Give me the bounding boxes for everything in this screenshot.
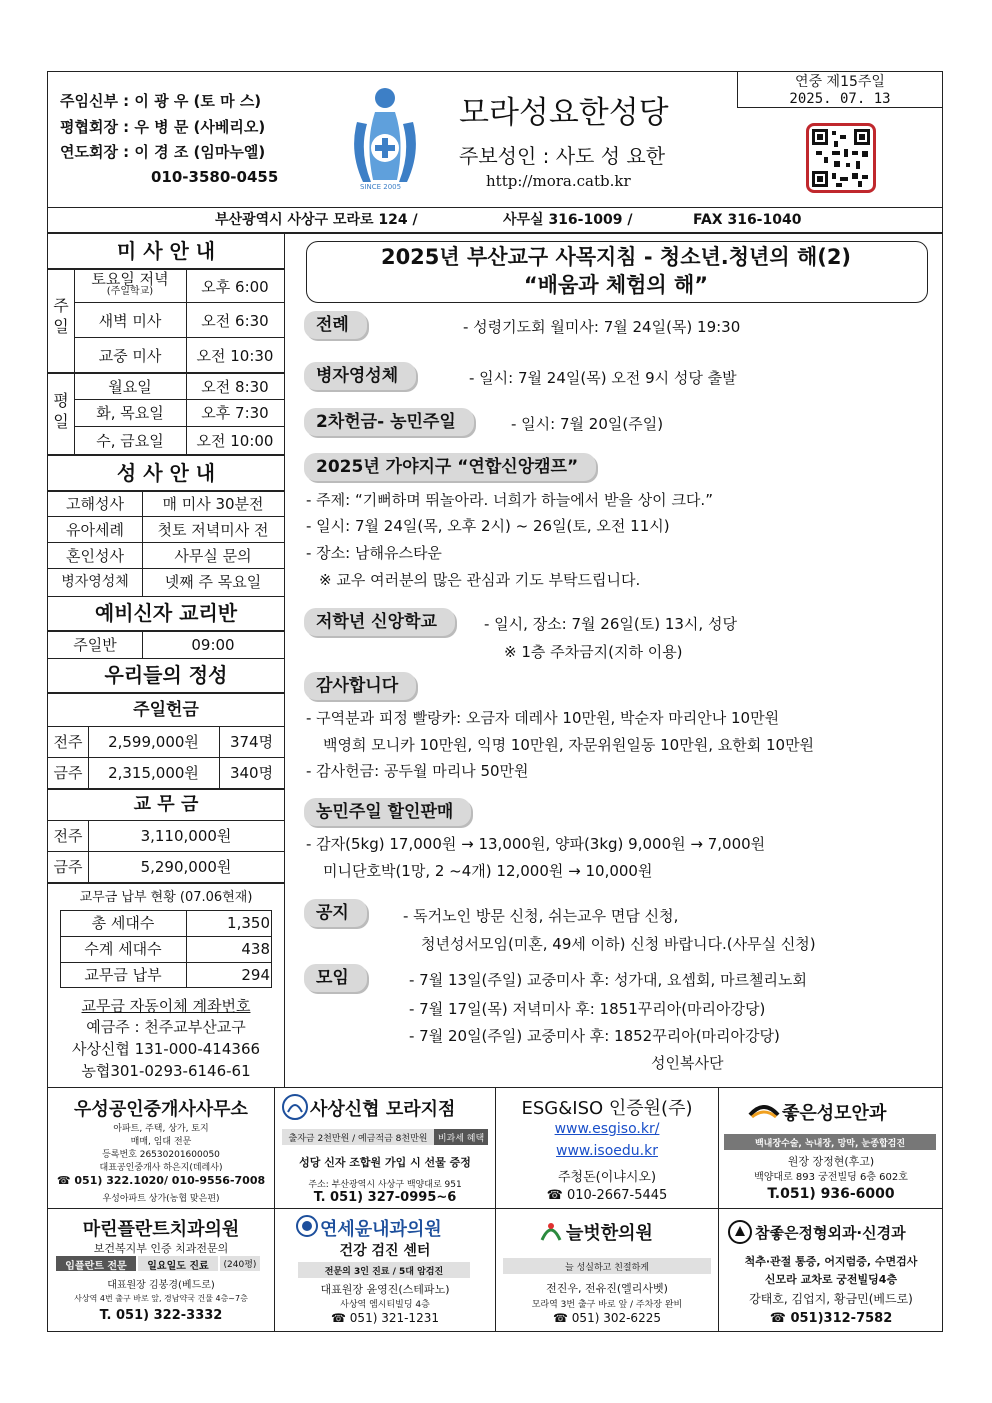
catechumen-time: 09:00	[191, 636, 235, 654]
headline-line-2: “배움과 체험의 해”	[523, 273, 709, 297]
account-holder: 예금주 : 천주교부산교구	[86, 1018, 246, 1036]
dues-label: 전주	[53, 827, 83, 845]
ad-dental-size: (240평)	[223, 1260, 257, 1270]
yeondo-phone: 010-3580-0455	[151, 168, 279, 186]
eye-clinic-logo-icon	[748, 1099, 780, 1123]
dues-status-value: 438	[241, 940, 270, 958]
sacrament-name: 유아세례	[66, 521, 124, 539]
ad-orthopedic-title: 참좋은정형외과·신경과	[755, 1224, 906, 1242]
ad-realestate-title: 우성공인중개사사무소	[74, 1099, 248, 1120]
offering-label: 금주	[53, 764, 83, 782]
thanks-line: 백영희 모니카 10만원, 익명 10만원, 자문위원일동 10만원, 요한회 10만원	[323, 736, 815, 754]
ad-internal-medicine-center: 건강 검진 센터	[339, 1243, 431, 1259]
ad-credit-union-line: 출자금 2천만원 / 예금적금 8천만원	[288, 1134, 428, 1144]
orthopedic-logo-icon	[728, 1220, 752, 1244]
bulletin-date: 2025. 07. 13	[789, 91, 891, 107]
collection-label: 2차헌금- 농민주일	[304, 408, 474, 436]
thanks-line: - 감사헌금: 공두월 마리나 50만원	[306, 762, 529, 780]
school-text: - 일시, 장소: 7월 26일(토) 13시, 성당	[484, 615, 737, 633]
sunday-mass-time: 오후 6:00	[201, 278, 269, 296]
weekday-mass-time: 오전 8:30	[201, 378, 269, 396]
ad-realestate-line: 아파트, 주택, 상가, 토지	[113, 1124, 209, 1134]
ad-dental-address: 사상역 4번 출구 바로 앞, 경남약국 건물 4층~7층	[74, 1294, 248, 1303]
ad-iso-phone: ☎ 010-2667-5445	[546, 1188, 668, 1203]
camp-note: ※ 교우 여러분의 많은 관심과 기도 부탁드립니다.	[319, 571, 641, 589]
ad-orthopedic-address: 신모라 교차로 궁전빌딩4층	[764, 1273, 898, 1286]
ad-iso-title: ESG&ISO 인증원(주)	[521, 1098, 693, 1119]
catechumen-class: 주일반	[73, 636, 117, 654]
ad-dental-director: 대표원장 김봉경(베드로)	[107, 1280, 215, 1291]
liturgical-week: 연중 제15주일	[795, 74, 885, 90]
ad-dental-title: 마린플란트치과의원	[82, 1219, 240, 1240]
thanks-line: - 구역분과 피정 빨랑카: 오금자 데레사 10만원, 박순자 마리안나 10만원	[306, 709, 780, 727]
ad-eye-clinic-doctor: 원장 장정현(후고)	[787, 1155, 875, 1168]
sunday-mass-name: 토요일 저녁	[91, 270, 169, 288]
credit-union-logo-icon	[282, 1094, 308, 1120]
meeting-line: - 7월 13일(주일) 교중미사 후: 성가대, 요셉회, 마르첼리노회	[409, 971, 808, 989]
sunday-offering-title: 주일헌금	[133, 700, 199, 720]
priest-line: 주임신부 : 이 광 우 (토 마 스)	[60, 92, 262, 110]
ad-eye-clinic-address: 백양대로 893 궁전빌딩 6층 602호	[754, 1172, 908, 1183]
dues-status-label: 총 세대수	[91, 914, 155, 932]
sacrament-name: 고해성사	[66, 495, 124, 513]
offering-title: 우리들의 정성	[48, 659, 284, 691]
mass-title: 미 사 안 내	[48, 234, 284, 268]
oriental-clinic-logo-icon	[538, 1218, 564, 1244]
sunday-mass-time: 오전 6:30	[201, 312, 269, 330]
ad-iso-link[interactable]: www.isoedu.kr	[556, 1143, 658, 1159]
school-label: 저학년 신앙학교	[304, 608, 455, 636]
dues-amount: 5,290,000원	[140, 858, 232, 876]
ad-iso-link[interactable]: www.esgiso.kr/	[554, 1121, 660, 1137]
dues-status-label: 교무금 납부	[84, 966, 162, 984]
ad-oriental-clinic-motto: 늘 성실하고 친절하게	[565, 1263, 649, 1273]
sacrament-time: 넷째 주 목요일	[164, 573, 262, 591]
liturgy-label: 전례	[304, 311, 367, 339]
dues-status-label: 수계 세대수	[84, 940, 162, 958]
account-title: 교무금 자동이체 계좌번호	[81, 997, 251, 1015]
weekday-mass-name: 화, 목요일	[96, 404, 164, 422]
sale-label: 농민주일 할인판매	[304, 798, 471, 826]
ad-credit-union-title: 사상신협 모라지점	[310, 1099, 456, 1120]
weekday-label: 평일	[53, 391, 69, 431]
sacrament-title: 성 사 안 내	[48, 456, 284, 490]
weekday-mass-time: 오후 7:30	[201, 404, 269, 422]
ad-internal-medicine-service: 전문의 3인 진료 / 5대 암검진	[324, 1267, 444, 1277]
ad-orthopedic-services: 척추·관절 통증, 어지럼증, 수면검사	[744, 1255, 918, 1268]
logo-since: SINCE 2005	[360, 183, 402, 191]
meeting-line: - 7월 20일(주일) 교중미사 후: 1852꾸리아(마리아강당)	[409, 1027, 780, 1045]
ad-dental-badge: 임플란트 전문	[65, 1261, 127, 1272]
meeting-line: - 7월 17일(목) 저녁미사 후: 1851꾸리아(마리아강당)	[409, 1000, 766, 1018]
camp-line: - 장소: 남해유스타운	[306, 544, 442, 562]
ad-internal-medicine-director: 대표원장 윤영진(스테파노)	[320, 1283, 450, 1296]
patron-saint: 주보성인 : 사도 성 요한	[459, 144, 666, 168]
sunday-label: 주일	[53, 296, 69, 336]
sale-line: - 감자(5kg) 17,000원 → 13,000원, 양파(3kg) 9,000원 → 7,000원	[306, 835, 766, 853]
weekday-mass-time: 오전 10:00	[196, 432, 274, 450]
qr-code[interactable]	[806, 123, 876, 193]
dues-status-value: 1,350	[227, 914, 270, 932]
sacrament-time: 사무실 문의	[174, 547, 252, 565]
yeondo-line: 연도회장 : 이 경 조 (임마누엘)	[60, 143, 266, 161]
ad-internal-medicine-address: 사상역 엠시티빌딩 4층	[340, 1300, 430, 1310]
ad-credit-union-address: 주소: 부산광역시 사상구 백양대로 951	[308, 1180, 462, 1190]
sacrament-time: 매 미사 30분전	[162, 495, 264, 513]
dues-status-title: 교무금 납부 현황 (07.06현재)	[79, 890, 253, 905]
offering-count: 374명	[229, 733, 274, 751]
ad-eye-clinic-phone: T.051) 936-6000	[767, 1186, 895, 1202]
fax-number: FAX 316-1040	[693, 212, 802, 228]
sick-communion-text: - 일시: 7월 24일(목) 오전 9시 성당 출발	[469, 369, 737, 387]
sunday-mass-sub: (주일학교)	[106, 286, 154, 297]
offering-amount: 2,599,000원	[108, 733, 199, 751]
sunday-mass-time: 오전 10:30	[196, 347, 274, 365]
camp-label: 2025년 가야지구 “연합신앙캠프”	[304, 453, 596, 481]
ad-oriental-clinic-doctors: 전진우, 전유진(엘리사벳)	[546, 1282, 668, 1295]
ad-internal-medicine-title: 연세윤내과의원	[320, 1219, 442, 1240]
ad-credit-union-line: 성당 신자 조합원 가입 시 선물 증정	[299, 1156, 471, 1169]
ad-oriental-clinic-phone: ☎ 051) 302-6225	[553, 1311, 661, 1325]
ad-oriental-clinic-address: 모라역 3번 출구 바로 앞 / 주차장 완비	[531, 1300, 683, 1310]
dues-status-value: 294	[241, 966, 270, 984]
offering-count: 340명	[229, 764, 274, 782]
sacrament-name: 혼인성사	[66, 547, 124, 565]
dues-title: 교 무 금	[133, 794, 199, 815]
ad-credit-union-phone: T. 051) 327-0995~6	[313, 1190, 457, 1205]
parish-logo-icon	[345, 82, 425, 192]
ad-dental-certified: 보건복지부 인증 치과전문의	[93, 1242, 229, 1255]
weekday-mass-name: 월요일	[108, 378, 152, 396]
ad-dental-sunday: 일요일도 진료	[147, 1261, 209, 1272]
ad-eye-clinic-services: 백내장수술, 녹내장, 망막, 눈종합검진	[754, 1139, 906, 1149]
dues-label: 금주	[53, 858, 83, 876]
parish-name: 모라성요한성당	[459, 95, 669, 131]
headline-line-1: 2025년 부산교구 사목지침 - 청소년.청년의 해(2)	[380, 245, 852, 269]
ad-realestate-line: 대표공인중개사 하은지(데레사)	[99, 1163, 223, 1173]
ad-orthopedic-phone: ☎ 051)312-7582	[769, 1311, 893, 1326]
parish-url[interactable]: http://mora.catb.kr	[486, 172, 631, 190]
offering-amount: 2,315,000원	[108, 764, 199, 782]
dues-amount: 3,110,000원	[140, 827, 232, 845]
ad-iso-contact: 주청돈(이냐시오)	[557, 1170, 657, 1185]
sacrament-time: 첫토 저녁미사 전	[157, 521, 269, 539]
notice-line: - 독거노인 방문 신청, 쉬는교우 면담 신청,	[403, 907, 679, 925]
account-number-2: 농협301-0293-6146-61	[81, 1062, 251, 1080]
notice-label: 공지	[304, 899, 367, 927]
sacrament-name: 병자영성체	[61, 574, 129, 590]
sunday-mass-name: 교중 미사	[98, 347, 162, 365]
ad-orthopedic-doctors: 강태호, 김업지, 황금민(베드로)	[749, 1292, 913, 1306]
sunday-mass-name: 새벽 미사	[98, 312, 162, 330]
address-bar	[47, 207, 943, 233]
thanks-label: 감사합니다	[304, 672, 416, 700]
office-phone: 사무실 316-1009 /	[503, 212, 633, 228]
offering-label: 전주	[53, 733, 83, 751]
sick-communion-label: 병자영성체	[304, 362, 416, 390]
sale-line: 미니단호박(1망, 2 ~4개) 12,000원 → 10,000원	[323, 862, 653, 880]
notice-line: 청년성서모임(미혼, 49세 이하) 신청 바랍니다.(사무실 신청)	[421, 935, 816, 953]
collection-text: - 일시: 7월 20일(주일)	[511, 415, 664, 433]
ad-internal-medicine-phone: ☎ 051) 321-1231	[331, 1311, 439, 1325]
ad-realestate-line: 등록번호 26530201600050	[102, 1150, 220, 1160]
ad-oriental-clinic-title: 늘벗한의원	[566, 1223, 653, 1244]
catechumen-title: 예비신자 교리반	[48, 597, 284, 629]
ad-dental-phone: T. 051) 322-3332	[99, 1308, 223, 1323]
ad-eye-clinic-title: 좋은성모안과	[782, 1103, 887, 1124]
ad-realestate-line: 매매, 임대 전문	[130, 1137, 192, 1147]
weekday-mass-name: 수, 금요일	[96, 432, 164, 450]
qr-code-icon	[812, 129, 870, 187]
camp-line: - 주제: “기뻐하며 뛰놀아라. 너희가 하늘에서 받을 상이 크다.”	[306, 491, 713, 509]
liturgy-text: - 성령기도회 월미사: 7월 24일(목) 19:30	[463, 318, 741, 336]
camp-line: - 일시: 7월 24일(목, 오후 2시) ~ 26일(토, 오전 11시)	[306, 517, 670, 535]
account-number-1: 사상신협 131-000-414366	[71, 1040, 261, 1058]
meeting-line: 성인복사단	[651, 1054, 724, 1072]
ad-realestate-line: 우성아파트 상가(농협 맞은편)	[102, 1194, 220, 1204]
ad-realestate-phone: ☎ 051) 322.1020/ 010-9556-7008	[56, 1174, 266, 1187]
school-note: ※ 1층 주차금지(지하 이용)	[504, 643, 683, 661]
internal-medicine-logo-icon	[296, 1215, 318, 1237]
ad-credit-union-badge: 비과세 혜택	[437, 1134, 485, 1144]
council-line: 평협회장 : 우 병 문 (사베리오)	[60, 118, 266, 136]
address: 부산광역시 사상구 모라로 124 /	[215, 212, 418, 228]
meeting-label: 모임	[304, 964, 367, 992]
